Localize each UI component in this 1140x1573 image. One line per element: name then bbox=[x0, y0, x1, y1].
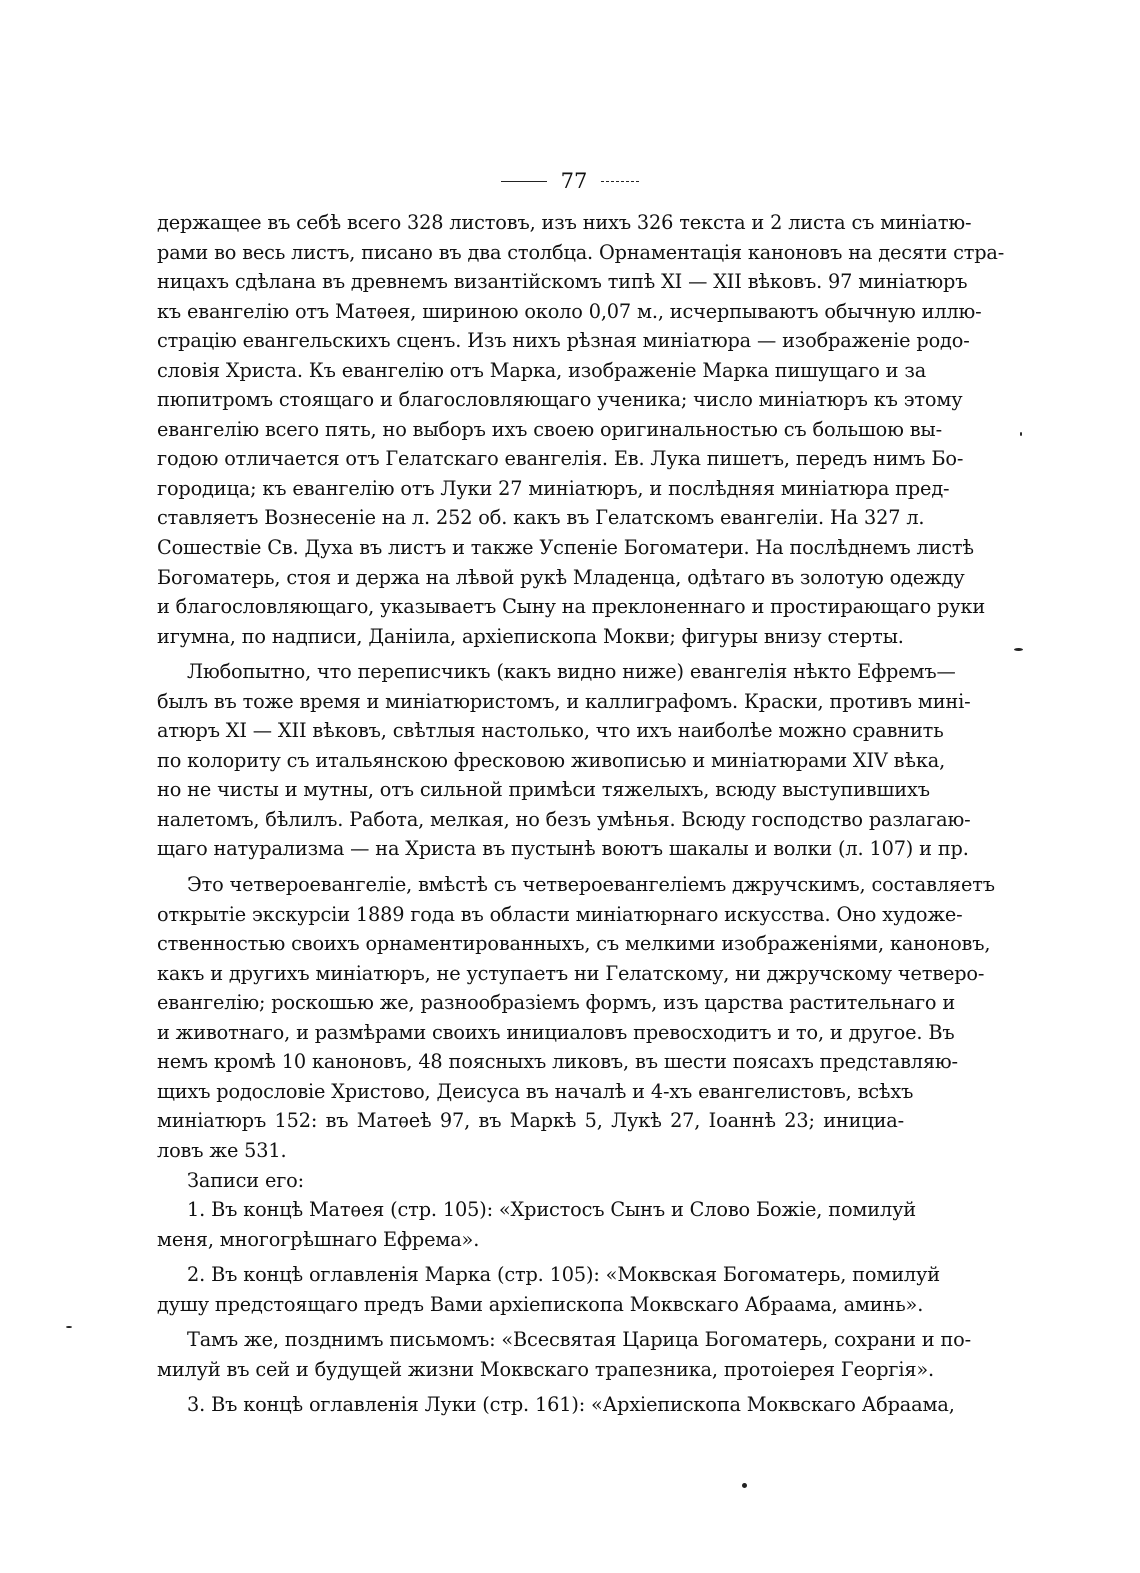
page-number: 77 bbox=[560, 169, 588, 193]
scan-speck bbox=[742, 1483, 747, 1488]
text-line: щихъ родословіе Христово, Деисуса въ началѣ и 4-хъ евангелистовъ, всѣхъ bbox=[157, 1079, 914, 1103]
text-line: Записи его: bbox=[187, 1168, 304, 1192]
text-line: но не чисты и мутны, отъ сильной примѣси тяжелыхъ, всюду выступившихъ bbox=[157, 778, 930, 802]
text-line: щаго натурализма — на Христа въ пустынѣ воютъ шакалы и волки (л. 107) и пр. bbox=[157, 837, 969, 861]
header-rule-left bbox=[501, 181, 547, 182]
text-line: Богоматерь, стоя и держа на лѣвой рукѣ Младенца, одѣтаго въ золотую одежду bbox=[157, 565, 965, 589]
text-line: евангелію; роскошью же, разнообразіемъ формъ, изъ царства растительнаго и bbox=[157, 991, 956, 1015]
text-line: налетомъ, бѣлилъ. Работа, мелкая, но безъ умѣнья. Всюду господство разлагаю- bbox=[157, 807, 971, 831]
text-line: 2. Въ концѣ оглавленія Марка (стр. 105): «Моквская Богоматерь, помилуй bbox=[187, 1263, 940, 1287]
text-line: держащее въ себѣ всего 328 листовъ, изъ нихъ 326 текста и 2 листа съ миніатю- bbox=[157, 211, 972, 234]
page-number-header bbox=[0, 168, 1140, 194]
text-line: ловъ же 531. bbox=[157, 1138, 287, 1162]
scan-speck bbox=[1014, 648, 1023, 651]
text-line: ницахъ сдѣлана въ древнемъ византійскомъ типѣ XI — XII вѣковъ. 97 миніатюръ bbox=[157, 270, 968, 294]
text-line: меня, многогрѣшнаго Ефрема». bbox=[157, 1227, 480, 1251]
text-line: 3. Въ концѣ оглавленія Луки (стр. 161): «Архіепископа Моквскаго Абраама, bbox=[187, 1393, 955, 1417]
text-line: и животнаго, и размѣрами своихъ инициаловъ превосходитъ и то, и другое. Въ bbox=[157, 1020, 955, 1044]
text-line: миніатюръ 152: въ Матѳеѣ 97, въ Маркѣ 5, Лукѣ 27, Іоаннѣ 23; инициа- bbox=[157, 1109, 904, 1133]
text-line: атюръ XI — XII вѣковъ, свѣтлыя настолько, что ихъ наиболѣе можно сравнить bbox=[157, 719, 944, 743]
text-line: къ евангелію отъ Матѳея, шириною около 0,07 м., исчерпываютъ обычную иллю- bbox=[157, 299, 982, 323]
text-line: Любопытно, что переписчикъ (какъ видно ниже) евангелія нѣкто Ефремъ— bbox=[187, 660, 956, 684]
text-line: пюпитромъ стоящаго и благословляющаго ученика; число миніатюръ къ этому bbox=[157, 388, 963, 412]
text-line: словія Христа. Къ евангелію отъ Марка, изображеніе Марка пишущаго и за bbox=[157, 358, 927, 382]
text-line: Тамъ же, позднимъ письмомъ: «Всесвятая Царица Богоматерь, сохрани и по- bbox=[187, 1328, 971, 1352]
text-line: ственностью своихъ орнаментированныхъ, съ мелкими изображеніями, каноновъ, bbox=[157, 932, 991, 956]
text-line: милуй въ сей и будущей жизни Моквскаго трапезника, протоіерея Георгія». bbox=[157, 1357, 935, 1381]
text-line: 1. Въ концѣ Матѳея (стр. 105): «Христосъ Сынъ и Слово Божіе, помилуй bbox=[187, 1198, 916, 1222]
text-line: годою отличается отъ Гелатскаго евангелія. Ев. Лука пишетъ, передъ нимъ Бо- bbox=[157, 447, 964, 471]
text-line: и благословляющаго, указываетъ Сыну на преклоненнаго и простирающаго руки bbox=[157, 595, 986, 619]
scan-speck bbox=[1020, 432, 1022, 436]
text-line: страцію евангельскихъ сценъ. Изъ нихъ рѣзная миніатюра — изображеніе родо- bbox=[157, 329, 970, 353]
text-line: по колориту съ итальянскою фресковою живописью и миніатюрами XIV вѣка, bbox=[157, 748, 946, 772]
text-line: городица; къ евангелію отъ Луки 27 миніатюръ, и послѣдняя миніатюра пред- bbox=[157, 476, 950, 500]
text-line: Сошествіе Св. Духа въ листъ и также Успеніе Богоматери. На послѣднемъ листѣ bbox=[157, 536, 974, 560]
text-line: душу предстоящаго предъ Вами архіепископа Моквскаго Абраама, аминь». bbox=[157, 1292, 924, 1316]
text-line: евангелію всего пять, но выборъ ихъ своею оригинальностью съ большою вы- bbox=[157, 417, 942, 441]
text-line: ставляетъ Вознесеніе на л. 252 об. какъ въ Гелатскомъ евангеліи. На 327 л. bbox=[157, 506, 925, 530]
scan-speck bbox=[66, 1326, 72, 1328]
text-line: былъ въ тоже время и миніатюристомъ, и каллиграфомъ. Краски, противъ мині- bbox=[157, 689, 971, 713]
text-line: какъ и другихъ миніатюръ, не уступаетъ ни Гелатскому, ни джручскому четверо- bbox=[157, 961, 985, 985]
text-line: открытіе экскурсіи 1889 года въ области миніатюрнаго искусства. Оно художе- bbox=[157, 902, 963, 926]
body-text bbox=[157, 208, 1005, 1420]
text-line: рами во весь листъ, писано въ два столбца. Орнаментація каноновъ на десяти стра- bbox=[157, 240, 1005, 264]
header-rule-right bbox=[601, 181, 639, 182]
text-line: игумна, по надписи, Даніила, архіепископа Мокви; фигуры внизу стерты. bbox=[157, 624, 904, 648]
text-line: Это четвероевангеліе, вмѣстѣ съ четвероевангеліемъ джручскимъ, составляетъ bbox=[187, 873, 995, 897]
text-line: немъ кромѣ 10 каноновъ, 48 поясныхъ ликовъ, въ шести поясахъ представляю- bbox=[157, 1050, 958, 1074]
